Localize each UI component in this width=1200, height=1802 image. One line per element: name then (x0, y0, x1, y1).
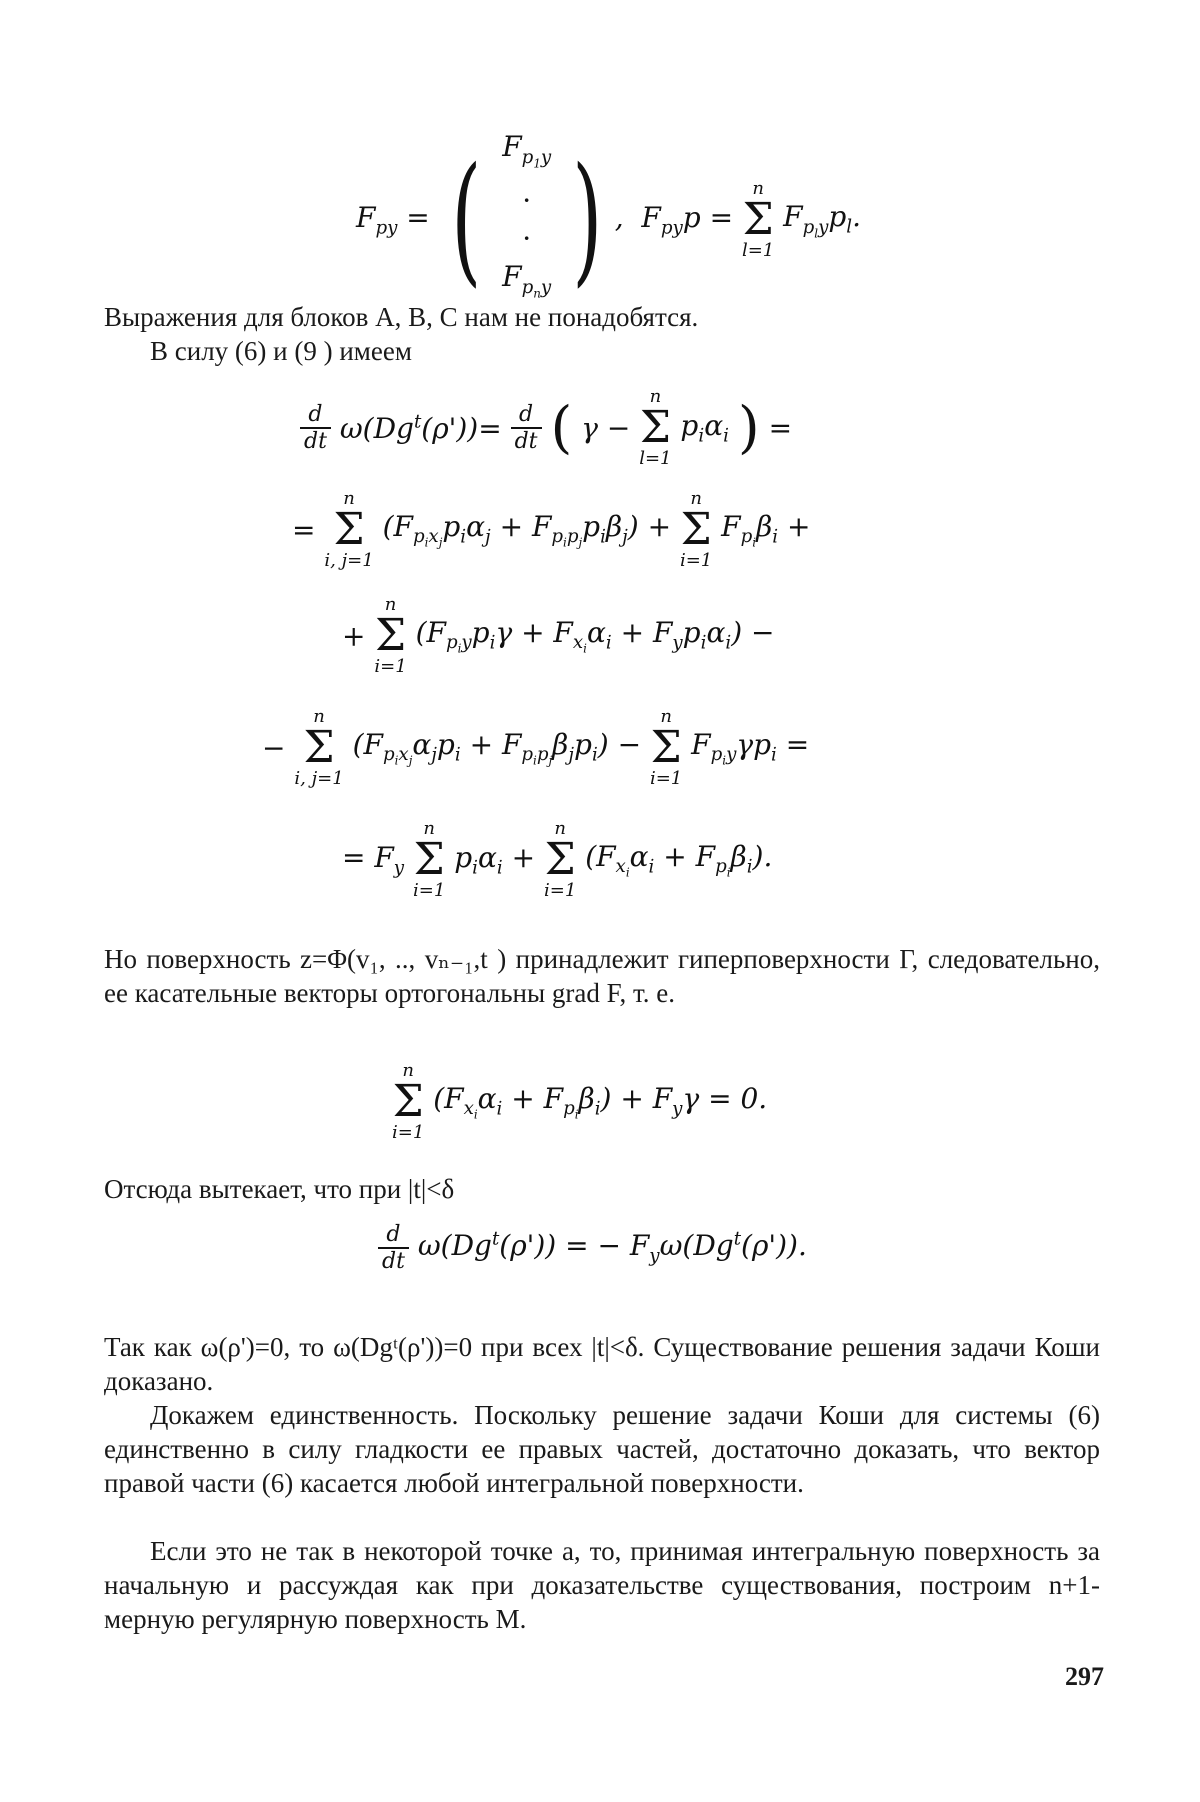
paragraph-blocks: Выражения для блоков A, B, C нам не понадобятся. (104, 302, 699, 332)
equation-result: $\frac{d}{dt}$ $\omega(Dg^t(\rho'))$ = − $F_y\omega(Dg^t(\rho'))$. (378, 1222, 807, 1274)
paragraph-uniqueness: Докажем единственность. Поскольку решение задачи Коши для системы (6) единственно в силу гладкости ее правых частей, достаточно доказать, что вектор правой части (6) касается любой интегральной поверхности. (104, 1400, 1100, 1498)
equation-derivative-line-5: = $F_y$ n Σ i=1 $p_i\alpha_i$ + n Σ i=1 $(F_{x_i}\alpha_i + F_{p_i}\beta_i)$. (342, 818, 773, 901)
equation-derivative-line-4: − n Σ i, j=1 $(F_{p_ix_j}\alpha_jp_i + F_{p_ip_j}\beta_jp_i)$ − n Σ i=1 $F_{p_iy}\gamma p_i$ = (262, 706, 810, 789)
equation-derivative-line-3: + n Σ i=1 $(F_{p_iy}p_i\gamma + F_{x_i}\alpha_i + F_yp_i\alpha_i)$ − (342, 594, 775, 677)
paragraph-if-not: Если это не так в некоторой точке a, то, принимая интегральную поверхность за начальную и рассуждая как при доказательстве существования, построим n+1-мерную регулярную поверхность M. (104, 1536, 1100, 1634)
paragraph-since: Так как ω(ρ')=0, то ω(Dgᵗ(ρ'))=0 при всех |t|<δ. Существование решения задачи Коши доказано. (104, 1332, 1100, 1396)
equation-derivative-line-2: = n Σ i, j=1 $(F_{p_ix_j}p_i\alpha_j + F_{p_ip_j}p_i\beta_j)$ + n Σ i=1 $F_{p_i}\beta_i$ + (292, 488, 811, 571)
equation-tangent-orthogonal: n Σ i=1 $(F_{x_i}\alpha_i + F_{p_i}\beta_i) + F_y\gamma = 0$. (392, 1060, 768, 1143)
equation-fpy: $F_{py}$ = ( $F_{p_1y}$ · · $F_{p_ny}$ ) , $F_{py}p$ = n Σ l=1 $F_{p_ly}p_l$. (356, 130, 862, 302)
paragraph-by-virtue: В силу (6) и (9 ) имеем (150, 336, 412, 366)
paragraph-surface: Но поверхность z=Φ(v₁, .., vₙ₋₁,t ) принадлежит гиперповерхности Γ, следовательно, ее касательные векторы ортогональны grad F, т. е. (104, 944, 1100, 1008)
page-number: 297 (1065, 1662, 1104, 1691)
paragraph-hence: Отсюда вытекает, что при |t|<δ (104, 1174, 455, 1204)
equation-derivative-line-1: $\frac{d}{dt}$ $\omega(Dg^t(\rho'))=$ $\frac{d}{dt}$ ( γ − n Σ l=1 $p_i\alpha_i$ ) = (300, 388, 792, 468)
